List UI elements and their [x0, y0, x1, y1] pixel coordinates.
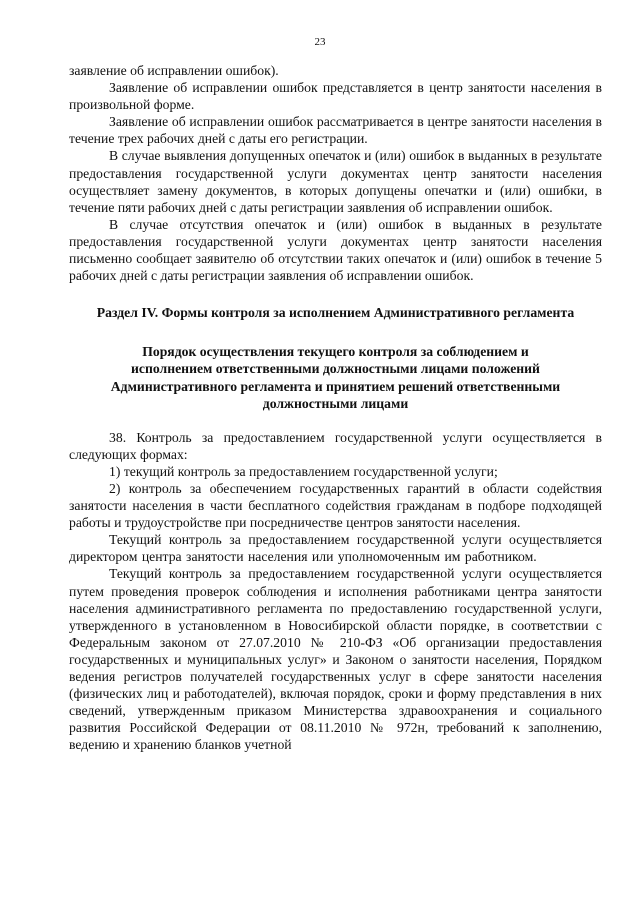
- page-content: [69, 62, 602, 753]
- list-item-current-control: 1) текущий контроль за предоставлением государственной услуги;: [109, 463, 498, 479]
- paragraph-error-correction-submission: Заявление об исправлении ошибок представляется в центр занятости населения в произвольной форме.: [69, 80, 602, 113]
- page-number: 23: [314, 36, 326, 48]
- paragraph-error-found: В случае выявления допущенных опечаток и (или) ошибок в выданных в результате предоставления государственной услуги документах центр занятости населения осуществляет замену документов, в которых допущены опечатки и (или) ошибки, в течение пяти рабочих дней с даты регистрации заявления об исправлении ошибок.: [69, 148, 602, 215]
- paragraph-control-forms: 38. Контроль за предоставлением государственной услуги осуществляется в следующих формах:: [69, 429, 602, 462]
- paragraph-control-procedure: Текущий контроль за предоставлением государственной услуги осуществляется путем проведения проверок соблюдения и исполнения работниками центра занятости населения административного регламента по предоставлению государственной услуги, утвержденного в установленном в Новосибирской области порядке, в соответствии с Федеральным законом от 27.07.2010 № 210-ФЗ «Об организации предоставления государственных и муниципальных услуг» и Законом о занятости населения, Порядком ведения регистров получателей государственных услуг в сфере занятости населения (физических лиц и работодателей), включая порядок, сроки и форму представления в них сведений, утвержденным приказом Министерства здравоохранения и социального развития Российской Федерации от 08.11.2010 № 972н, требований к заполнению, ведению и хранению бланков учетной: [69, 566, 602, 753]
- section-heading: Раздел IV. Формы контроля за исполнением Административного регламента: [96, 305, 575, 321]
- paragraph-continuation: заявление об исправлении ошибок).: [69, 63, 279, 78]
- paragraph-error-absent: В случае отсутствия опечаток и (или) ошибок в выданных в результате предоставления государственной услуги документах центр занятости населения письменно сообщает заявителю об отсутствии таких опечаток и (или) ошибок в течение 5 рабочих дней с даты регистрации заявления об исправлении ошибок.: [69, 216, 602, 284]
- list-item-guarantees-control: 2) контроль за обеспечением государственных гарантий в области содействия занятости населения в части бесплатного содействия гражданам в подборе подходящей работы и трудоустройстве при посредничестве центров занятости населения.: [69, 480, 602, 531]
- paragraph-error-correction-review: Заявление об исправлении ошибок рассматривается в центре занятости населения в течение трех рабочих дней с даты его регистрации.: [69, 114, 602, 147]
- subsection-heading: Порядок осуществления текущего контроля за соблюдением и исполнением ответственными должностными лицами положений Административного регламента и принятием решений ответственными должностными лицами: [110, 344, 561, 411]
- paragraph-control-performer: Текущий контроль за предоставлением государственной услуги осуществляется директором центра занятости населения или уполномоченным им работником.: [69, 532, 602, 565]
